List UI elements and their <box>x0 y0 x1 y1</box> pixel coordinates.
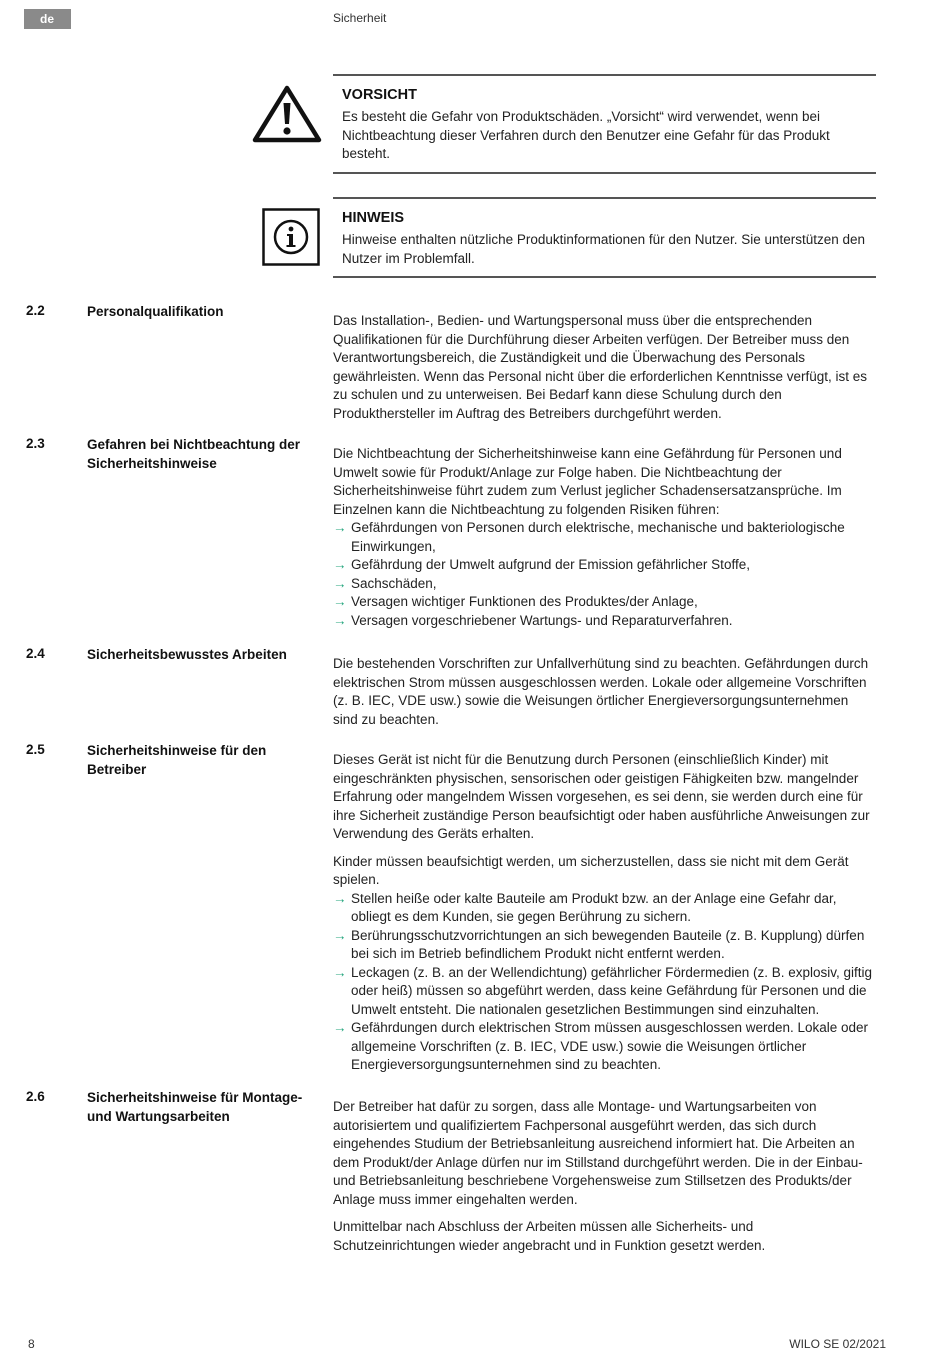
arrow-right-icon: → <box>333 890 347 906</box>
paragraph: Kinder müssen beaufsichtigt werden, um sicherzustellen, dass sie nicht mit dem Gerät spielen. <box>333 853 849 887</box>
page-number: 8 <box>28 1337 35 1351</box>
section-number: 2.4 <box>26 646 45 661</box>
arrow-right-icon: → <box>333 1020 347 1035</box>
list-item: → Berührungsschutzvorrichtungen an sich bewegenden Bauteile (z. B. Kupplung) dürfen bei sich im Betrieb befindlichem Produkt nicht entfernt werden. <box>333 927 865 961</box>
arrow-right-icon: → <box>333 964 347 980</box>
list-item: → Sachschäden, <box>333 575 876 594</box>
section-body <box>333 312 876 423</box>
paragraph: Die bestehenden Vorschriften zur Unfallverhütung sind zu beachten. Gefährdungen durch elektrischen Strom müssen ausgeschlossen werden. Lokale oder allgemeine Vorschriften (z. B. IEC, VDE usw.) sowie die Weisungen örtlicher Energieversorgungsunternehmen sind zu beachten. <box>333 656 869 727</box>
arrow-right-icon: → <box>333 612 347 628</box>
hint-title: HINWEIS <box>342 210 405 226</box>
section-title: Sicherheitshinweise für den Betreiber <box>87 743 267 777</box>
hint-top-rule <box>333 197 876 199</box>
list-item: → Leckagen (z. B. an der Wellendichtung) gefährlicher Fördermedien (z. B. explosiv, giftig oder heiß) müssen so abgeführt werden, dass keine Gefährdung für Personen und die Umwelt entsteht. Die nationalen gesetzlichen Bestimmungen sind einzuhalten. <box>333 964 873 1017</box>
list-item: → Gefährdung der Umwelt aufgrund der Emission gefährlicher Stoffe, <box>333 556 876 575</box>
bullet-list <box>333 890 876 1075</box>
hint-bottom-rule <box>333 276 876 278</box>
warning-triangle-icon <box>252 84 322 144</box>
hint-text: Hinweise enthalten nützliche Produktinformationen für den Nutzer. Sie unterstützen den Nutzer im Problemfall. <box>342 232 866 266</box>
section-number: 2.3 <box>26 436 45 451</box>
arrow-right-icon: → <box>333 594 347 609</box>
publisher-date: WILO SE 02/2021 <box>789 1337 886 1351</box>
paragraph: Der Betreiber hat dafür zu sorgen, dass alle Montage- und Wartungsarbeiten von autorisiertem und qualifiziertem Fachpersonal ausgeführt werden, das sich durch eingehendes Studium der Betriebsanleitung ausreichend informiert hat. Die Arbeiten an dem Produkt/der Anlage dürfen nur im Stillstand durchgeführt werden. Die in der Einbau- und Betriebsanleitung beschriebene Vorgehensweise zum Stillsetzen des Produkts/der Anlage muss immer eingehalten werden. <box>333 1099 863 1207</box>
paragraph: Das Installation-, Bedien- und Wartungspersonal muss über die entsprechenden Qualifikationen für die Durchführung dieser Arbeiten verfügen. Der Betreiber muss den Verantwortungsbereich, die Zuständigkeit und die Überwachung des Personals gewährleisten. Wenn das Personal nicht über die erforderlichen Kenntnisse verfügt, ist es zu schulen und zu unterweisen. Bei Bedarf kann diese Schulung durch den Produkthersteller im Auftrag des Betreibers durchgeführt werden. <box>333 313 868 421</box>
section-body <box>333 751 876 1075</box>
section-body <box>333 445 876 630</box>
section-number: 2.6 <box>26 1089 45 1104</box>
section-title: Gefahren bei Nichtbeachtung der Sicherheitshinweise <box>87 437 301 471</box>
caution-top-rule <box>333 74 876 76</box>
section-number: 2.2 <box>26 303 45 318</box>
section-body <box>333 1098 876 1255</box>
arrow-right-icon: → <box>333 520 347 535</box>
caution-text: Es besteht die Gefahr von Produktschäden. „Vorsicht“ wird verwendet, wenn bei Nichtbeachtung dieser Verfahren durch den Benutzer eine Gefahr für das Produkt besteht. <box>342 109 830 161</box>
paragraph: Dieses Gerät ist nicht für die Benutzung durch Personen (einschließlich Kinder) mit eingeschränkten physischen, sensorischen oder geistigen Fähigkeiten bzw. mangelnder Erfahrung oder mangelndem Wissen vorgesehen, es sei denn, sie werden durch eine für ihre Sicherheit zuständige Person beaufsichtigt oder haben ausführliche Anweisungen zur Verwendung des Geräts erhalten. <box>333 752 870 841</box>
list-item: → Gefährdungen durch elektrischen Strom müssen ausgeschlossen werden. Lokale oder allgemeine Vorschriften (z. B. IEC, VDE usw.) sowie die Weisungen örtlicher Energieversorgungsunternehmen sind zu beachten. <box>333 1020 869 1072</box>
arrow-right-icon: → <box>333 575 347 591</box>
section-title: Personalqualifikation <box>87 304 224 319</box>
arrow-right-icon: → <box>333 557 347 572</box>
paragraph: Unmittelbar nach Abschluss der Arbeiten müssen alle Sicherheits- und Schutzeinrichtungen wieder angebracht und in Funktion gesetzt werden. <box>333 1219 766 1253</box>
list-item: → Versagen wichtiger Funktionen des Produktes/der Anlage, <box>333 593 876 612</box>
section-number: 2.5 <box>26 742 45 757</box>
running-header: Sicherheit <box>333 11 387 25</box>
bullet-list <box>333 519 876 630</box>
section-body <box>333 655 876 729</box>
caution-title: VORSICHT <box>342 87 417 103</box>
language-tab: de <box>24 9 71 29</box>
list-item: → Stellen heiße oder kalte Bauteile am Produkt bzw. an der Anlage eine Gefahr dar, obliegt es dem Kunden, sie gegen Berührung zu sichern. <box>333 890 837 924</box>
caution-bottom-rule <box>333 172 876 174</box>
info-icon <box>262 208 320 266</box>
paragraph: Die Nichtbeachtung der Sicherheitshinweise kann eine Gefährdung für Personen und Umwelt sowie für Produkt/Anlage zur Folge haben. Die Nichtbeachtung der Sicherheitshinweise führt zudem zum Verlust jeglicher Schadensersatzansprüche. Im Einzelnen kann die Nichtbeachtung zu folgenden Risiken führen: <box>333 446 842 517</box>
section-title: Sicherheitsbewusstes Arbeiten <box>87 647 287 662</box>
list-item: → Gefährdungen von Personen durch elektrische, mechanische und bakteriologische Einwirkungen, <box>333 520 845 554</box>
arrow-right-icon: → <box>333 927 347 943</box>
list-item: → Versagen vorgeschriebener Wartungs- und Reparaturverfahren. <box>333 612 876 631</box>
section-title: Sicherheitshinweise für Montage- und Wartungsarbeiten <box>87 1090 303 1124</box>
